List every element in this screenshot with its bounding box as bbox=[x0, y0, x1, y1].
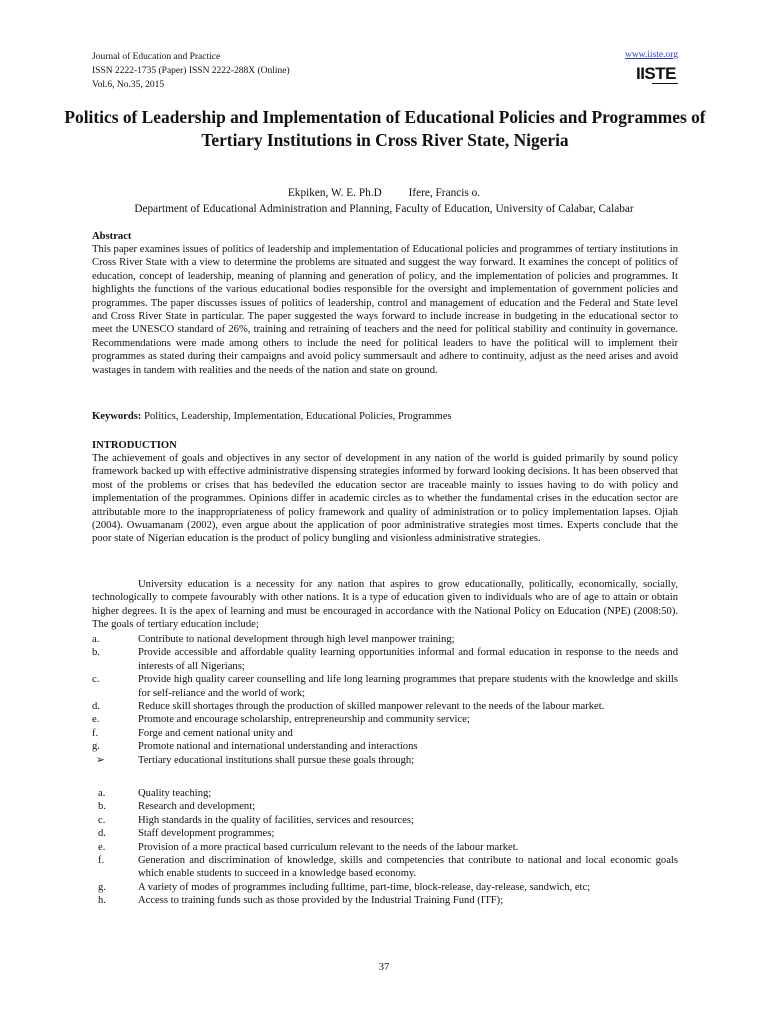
introduction-paragraph-2: University education is a necessity for any nation that aspires to grow educationally, politically, economically, socially, technologically to compete favourably with other nations. It is a type of education given to individuals who are of age to attain or obtain higher degrees. It is the apex of learning and must be encouraged in accordance with the National Policy on Education (NPE) (2008:50). The goals of tertiary education include; bbox=[92, 579, 678, 631]
list-item-text: Forge and cement national unity and bbox=[138, 727, 293, 739]
author-2: Ifere, Francis o. bbox=[408, 187, 481, 199]
list-marker: e. bbox=[98, 841, 106, 853]
bullet-text: Tertiary educational institutions shall pursue these goals through; bbox=[138, 754, 415, 766]
list-item-text: Contribute to national development through high level manpower training; bbox=[138, 634, 455, 645]
list-marker: f. bbox=[92, 727, 99, 739]
list-item bbox=[92, 633, 678, 646]
list-item-text: Access to training funds such as those provided by the Industrial Training Fund (ITF); bbox=[138, 895, 504, 907]
list-item bbox=[92, 727, 678, 740]
website-link[interactable]: www.iiste.org bbox=[624, 50, 678, 60]
list-marker: c. bbox=[98, 814, 106, 826]
list-marker: a. bbox=[98, 788, 106, 799]
list-item bbox=[92, 646, 678, 673]
list-item-text: Research and development; bbox=[138, 801, 256, 813]
goals-list bbox=[92, 633, 678, 767]
journal-name: Journal of Education and Practice bbox=[92, 52, 221, 62]
list-item-text: Provide accessible and affordable quality learning opportunities informal and formal education in response to the needs and interests of all Nigerians; bbox=[138, 647, 678, 672]
list-item bbox=[92, 673, 678, 700]
list-item-text: Quality teaching; bbox=[138, 788, 212, 799]
list-item-text: Generation and discrimination of knowledge, skills and competencies that contribute to national and local economic goals which enable students to succeed in a knowledge based economy. bbox=[138, 855, 678, 880]
keywords-text: Politics, Leadership, Implementation, Educational Policies, Programmes bbox=[141, 411, 452, 422]
introduction-heading: INTRODUCTION bbox=[92, 440, 177, 451]
journal-volume: Vol.6, No.35, 2015 bbox=[92, 80, 165, 90]
keywords bbox=[92, 410, 678, 423]
journal-issn: ISSN 2222-1735 (Paper) ISSN 2222-288X (Online) bbox=[92, 66, 290, 76]
keywords-label: Keywords: bbox=[92, 411, 142, 422]
arrow-bullet-icon: ➢ bbox=[96, 754, 105, 766]
means-list bbox=[92, 787, 678, 908]
list-marker: g. bbox=[98, 881, 106, 893]
introduction-paragraph-1: The achievement of goals and objectives in any sector of development in any nation of the world is guided primarily by sound policy framework backed up with effective administrative dispensing strategies informed by forward looking decisions. It has been observed that most of the problems or crises that has bedeviled the education sector are traceable mainly to issues having to do with policy and implementation of the programmes. Opinions differ in academic circles as to whether the fundamental crises in the education sector are attributable more to the inappropriateness of policy framework and quality of administration or to policy implementation lapses. Ojiah (2004). Owuamanam (2002), even argue about the application of poor administrative strategies most times. Experts conclude that the poor state of Nigerian education is the product of policy bungling and visionless administrative strategies. bbox=[92, 453, 678, 545]
list-item bbox=[92, 814, 678, 827]
list-marker: e. bbox=[92, 714, 100, 726]
page-number: 37 bbox=[378, 962, 390, 973]
abstract-text: This paper examines issues of politics of leadership and implementation of Educational policies and programmes of tertiary institutions in Cross River State with a view to determine the problems are situated and suggest the way forward. It examines the concept of politics of education, concept of leadership, meaning of planning and generation of policy, and the implementation of policies and programmes. It highlights the functions of the various educational bodies responsible for the oversight and implementation of government policies and programmes. The paper discusses issues of politics of leadership, control and management of education and the Federal and State level and Cross River State in particular. The paper suggested the ways forward to include increase in budgeting in the educational sector to meet the UNESCO standard of 26%, training and retraining of teachers and the need for political stability and continuity in governance. Recommendations were made among others to include the need for political leaders to have the political will to implement their programmes as stated during their campaigns and avoid policy summersault and adhere to continuity, adjust as the need arises and avoid wastages in tandem with realities and the needs of the nation and state on ground. bbox=[92, 244, 678, 376]
list-item bbox=[92, 827, 678, 840]
list-marker: f. bbox=[98, 855, 105, 867]
list-marker: c. bbox=[92, 674, 100, 686]
list-item bbox=[92, 787, 678, 800]
author-line bbox=[0, 186, 768, 200]
list-item bbox=[92, 841, 678, 854]
list-item-text: A variety of modes of programmes including fulltime, part-time, block-release, day-release, sandwich, etc; bbox=[138, 881, 591, 893]
list-item-text: High standards in the quality of facilities, services and resources; bbox=[138, 814, 414, 826]
arrow-bullet-item bbox=[92, 754, 678, 767]
list-marker: g. bbox=[92, 741, 100, 753]
list-item bbox=[92, 881, 678, 894]
list-item-text: Reduce skill shortages through the production of skilled manpower relevant to the needs of the labour market. bbox=[138, 701, 605, 713]
abstract-heading: Abstract bbox=[92, 231, 132, 242]
journal-header bbox=[92, 50, 678, 100]
list-marker: d. bbox=[92, 701, 100, 713]
list-marker: h. bbox=[98, 895, 106, 907]
list-item-text: Provide high quality career counselling and life long learning programmes that prepare students with the knowledge and skills for self-reliance and the world of work; bbox=[138, 674, 678, 699]
list-item bbox=[92, 894, 678, 907]
list-marker: b. bbox=[92, 647, 100, 659]
list-marker: a. bbox=[92, 634, 100, 645]
logo-underline bbox=[652, 83, 678, 87]
list-item bbox=[92, 740, 678, 753]
list-item-text: Provision of a more practical based curriculum relevant to the needs of the labour market. bbox=[138, 841, 519, 853]
list-item bbox=[92, 713, 678, 726]
affiliation: Department of Educational Administration and Planning, Faculty of Education, University of Calabar, Calabar bbox=[134, 203, 634, 215]
list-item bbox=[92, 700, 678, 713]
list-item bbox=[92, 854, 678, 881]
list-marker: d. bbox=[98, 828, 106, 840]
list-marker: b. bbox=[98, 801, 106, 813]
iiste-logo: IISTE bbox=[635, 64, 676, 83]
paper-title: Politics of Leadership and Implementation of Educational Policies and Programmes of Tertiary Institutions in Cross River State, Nigeria bbox=[64, 107, 706, 150]
list-item-text: Promote national and international understanding and interactions bbox=[138, 741, 418, 753]
author-1: Ekpiken, W. E. Ph.D bbox=[287, 187, 382, 199]
list-item-text: Promote and encourage scholarship, entrepreneurship and community service; bbox=[138, 714, 470, 726]
list-item-text: Staff development programmes; bbox=[138, 828, 275, 840]
list-item bbox=[92, 800, 678, 813]
